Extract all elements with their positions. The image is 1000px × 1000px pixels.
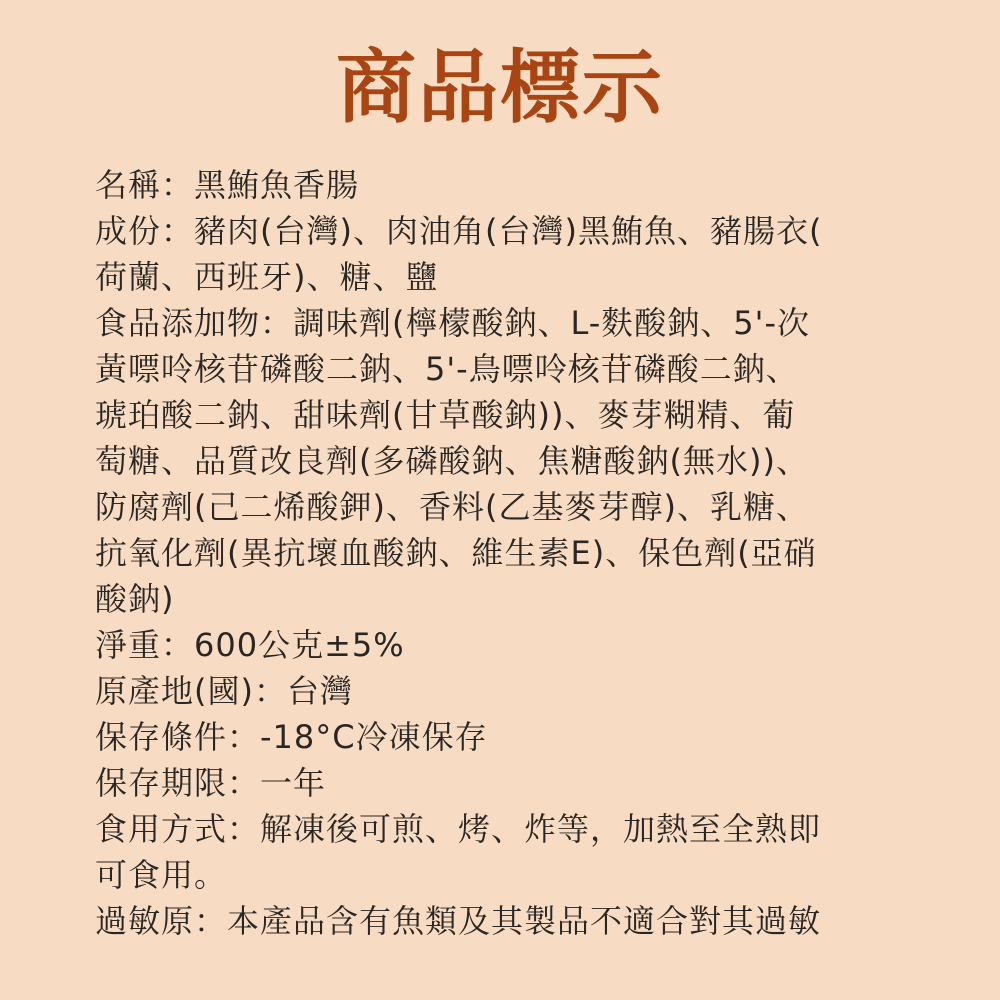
label-line-additives-1: 食品添加物：調味劑(檸檬酸鈉、L-麩酸鈉、5'-次: [95, 304, 811, 342]
label-line-allergens: 過敏原：本產品含有魚類及其製品不適合對其過敏: [95, 902, 822, 940]
label-line-usage-1: 食用方式：解凍後可煎、烤、炸等，加熱至全熟即: [95, 810, 822, 848]
label-line-ingredients-2: 荷蘭、西班牙)、糖、鹽: [95, 258, 439, 296]
label-line-name: 名稱：黑鮪魚香腸: [95, 166, 360, 204]
label-line-additives-2: 黃嘌呤核苷磷酸二鈉、5'-鳥嘌呤核苷磷酸二鈉、: [95, 350, 799, 388]
label-line-additives-5: 防腐劑(己二烯酸鉀)、香料(乙基麥芽醇)、乳糖、: [95, 488, 809, 526]
label-line-additives-3: 琥珀酸二鈉、甜味劑(甘草酸鈉))、麥芽糊精、葡: [95, 396, 796, 434]
label-line-storage: 保存條件：-18°C冷凍保存: [95, 718, 488, 756]
label-line-additives-6: 抗氧化劑(異抗壞血酸鈉、維生素E)、保色劑(亞硝: [95, 534, 817, 572]
label-line-origin: 原產地(國)：台灣: [95, 672, 353, 710]
label-line-ingredients-1: 成份：豬肉(台灣)、肉油角(台灣)黑鮪魚、豬腸衣(: [95, 212, 823, 250]
product-label-text: [95, 162, 910, 944]
label-line-additives-4: 萄糖、品質改良劑(多磷酸鈉、焦糖酸鈉(無水))、: [95, 442, 809, 480]
label-line-additives-7: 酸鈉): [95, 580, 175, 618]
label-line-net-weight: 淨重：600公克±5%: [95, 626, 405, 664]
label-line-usage-2: 可食用。: [95, 856, 228, 894]
page-title: 商品標示: [336, 41, 664, 134]
label-line-shelf-life: 保存期限：一年: [95, 764, 327, 802]
